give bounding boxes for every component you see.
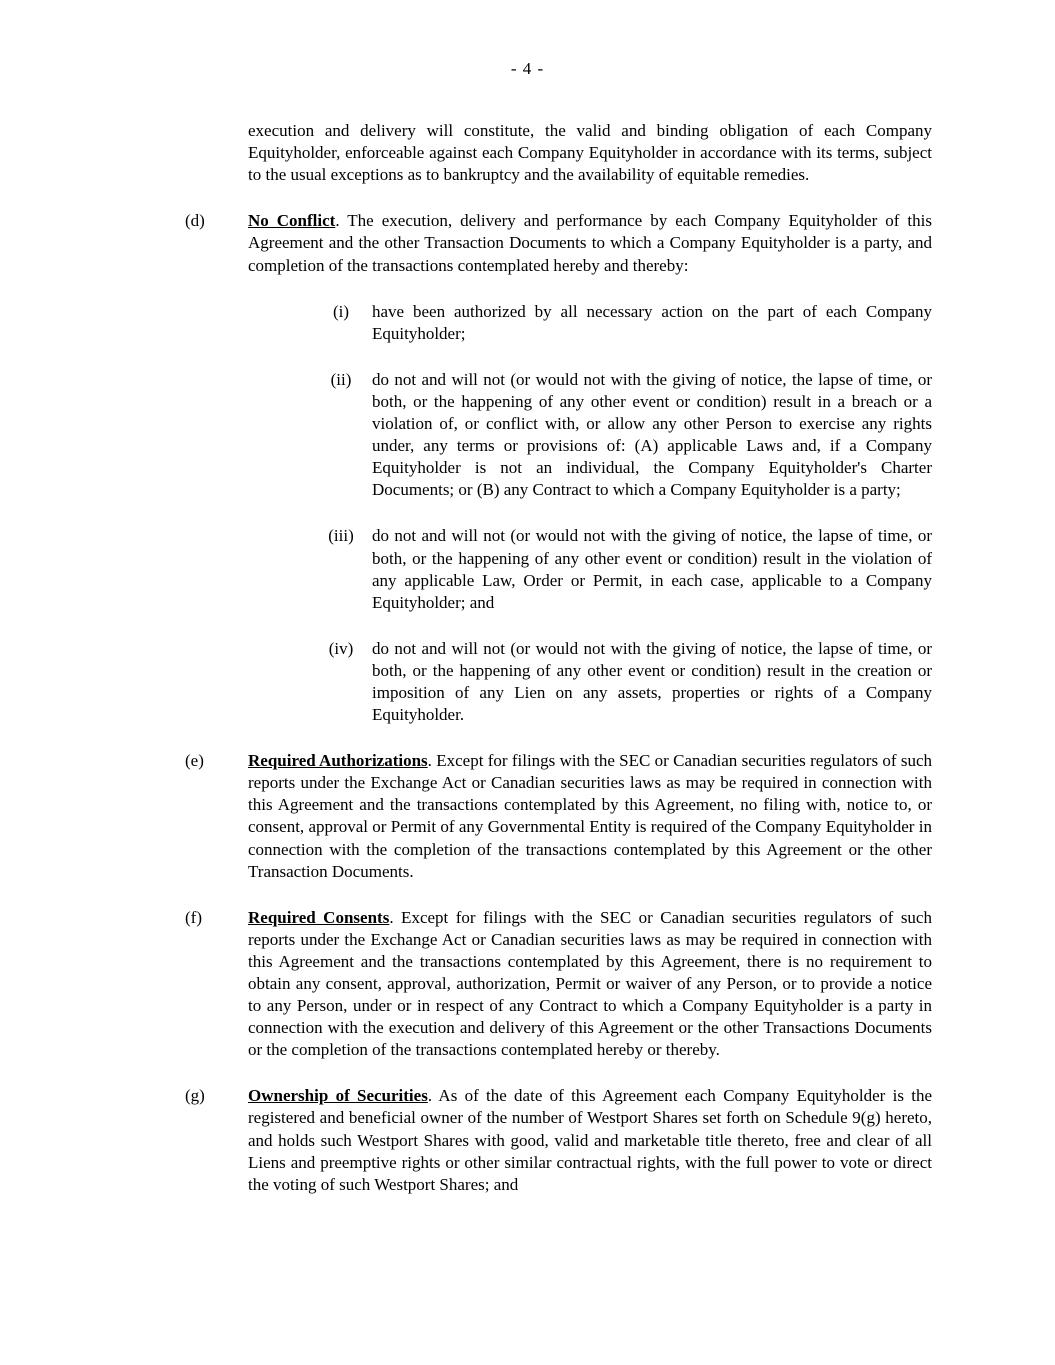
clause-e (185, 750, 1055, 883)
subclause-label: (ii) (330, 369, 352, 389)
subclause-d-i (310, 301, 1055, 345)
clause-f (185, 907, 1055, 1062)
clause-heading: Required Authorizations (248, 751, 428, 771)
subclause-text: do not and will not (or would not with the giving of notice, the lapse of time, or both, or the happening of any other event or condition) result in the creation or imposition of any Lien on any assets, properties or rights of a Company Equityholder. (372, 638, 932, 725)
subclause-label: (iv) (328, 638, 354, 658)
clause-label: (g) (185, 1086, 205, 1106)
clause-body (248, 1085, 932, 1195)
subclause-text: do not and will not (or would not with the giving of notice, the lapse of time, or both, or the happening of any other event or condition) result in the violation of any applicable Law, Order or Permit, in each case, applicable to a Company Equityholder; and (372, 526, 932, 612)
subclause-d-iii (310, 525, 1055, 613)
subclause-text: do not and will not (or would not with the giving of notice, the lapse of time, or both, or the happening of any other event or condition) result in a breach or a violation of, or conflict with, or allow any other Person to exercise any rights under, any terms or provisions of: (A) applicable Laws and, if a Company Equityholder is not an individual, the Company Equityholder's Charter Documents; or (B) any Contract to which a Company Equityholder is a party; (372, 369, 932, 500)
clause-body (248, 907, 932, 1062)
clause-heading: Required Consents (248, 907, 390, 927)
subclause-label: (i) (332, 301, 350, 321)
subclause-text: have been authorized by all necessary action on the part of each Company Equityholder; (372, 301, 932, 343)
subclause-d-iv (310, 638, 1055, 726)
clause-d (185, 210, 1055, 276)
clause-body (248, 210, 932, 276)
clause-heading: No Conflict (248, 211, 336, 231)
clause-body-text: . Except for filings with the SEC or Canadian securities regulators of such reports under the Exchange Act or Canadian securities laws as may be required in connection with this Agreement and the transactions contemplated by this Agreement, there is no requirement to obtain any consent, approval, authorization, Permit or waiver of any Person, or to provide a notice to any Person, under or in respect of any Contract to which a Company Equityholder is a party in connection with the execution and delivery of this Agreement or the other Transactions Documents or the completion of the transactions contemplated hereby or thereby. (248, 907, 932, 1060)
clause-body-text: . Except for filings with the SEC or Canadian securities regulators of such reports under the Exchange Act or Canadian securities laws as may be required in connection with this Agreement and the transactions contemplated by this Agreement, no filing with, notice to, or consent, approval or Permit of any Governmental Entity is required of the Company Equityholder in connection with the completion of the transactions contemplated by this Agreement or the other Transaction Documents. (248, 751, 932, 881)
subclause-d-ii (310, 369, 1055, 502)
clause-label: (d) (185, 211, 205, 231)
clause-body (248, 750, 932, 883)
clause-g (185, 1085, 1055, 1195)
clause-body-text: . As of the date of this Agreement each Company Equityholder is the registered and beneficial owner of the number of Westport Shares set forth on Schedule 9(g) hereto, and holds such Westport Shares with good, valid and marketable title thereto, free and clear of all Liens and preemptive rights or other similar contractual rights, with the full power to vote or direct the voting of such Westport Shares; and (248, 1086, 932, 1194)
subclause-label: (iii) (328, 526, 354, 546)
clause-heading: Ownership of Securities (248, 1086, 428, 1106)
page-number: - 4 - (510, 59, 545, 78)
intro-paragraph: execution and delivery will constitute, the valid and binding obligation of each Company Equityholder, enforceable against each Company Equityholder in accordance with its terms, subject to the usual exceptions as to bankruptcy and the availability of equitable remedies. (248, 121, 932, 185)
clause-label: (f) (185, 907, 202, 927)
clause-label: (e) (185, 751, 204, 771)
clause-body-text: . The execution, delivery and performance by each Company Equityholder of this Agreement and the other Transaction Documents to which a Company Equityholder is a party, and completion of the transactions contemplated hereby and thereby: (248, 211, 932, 275)
